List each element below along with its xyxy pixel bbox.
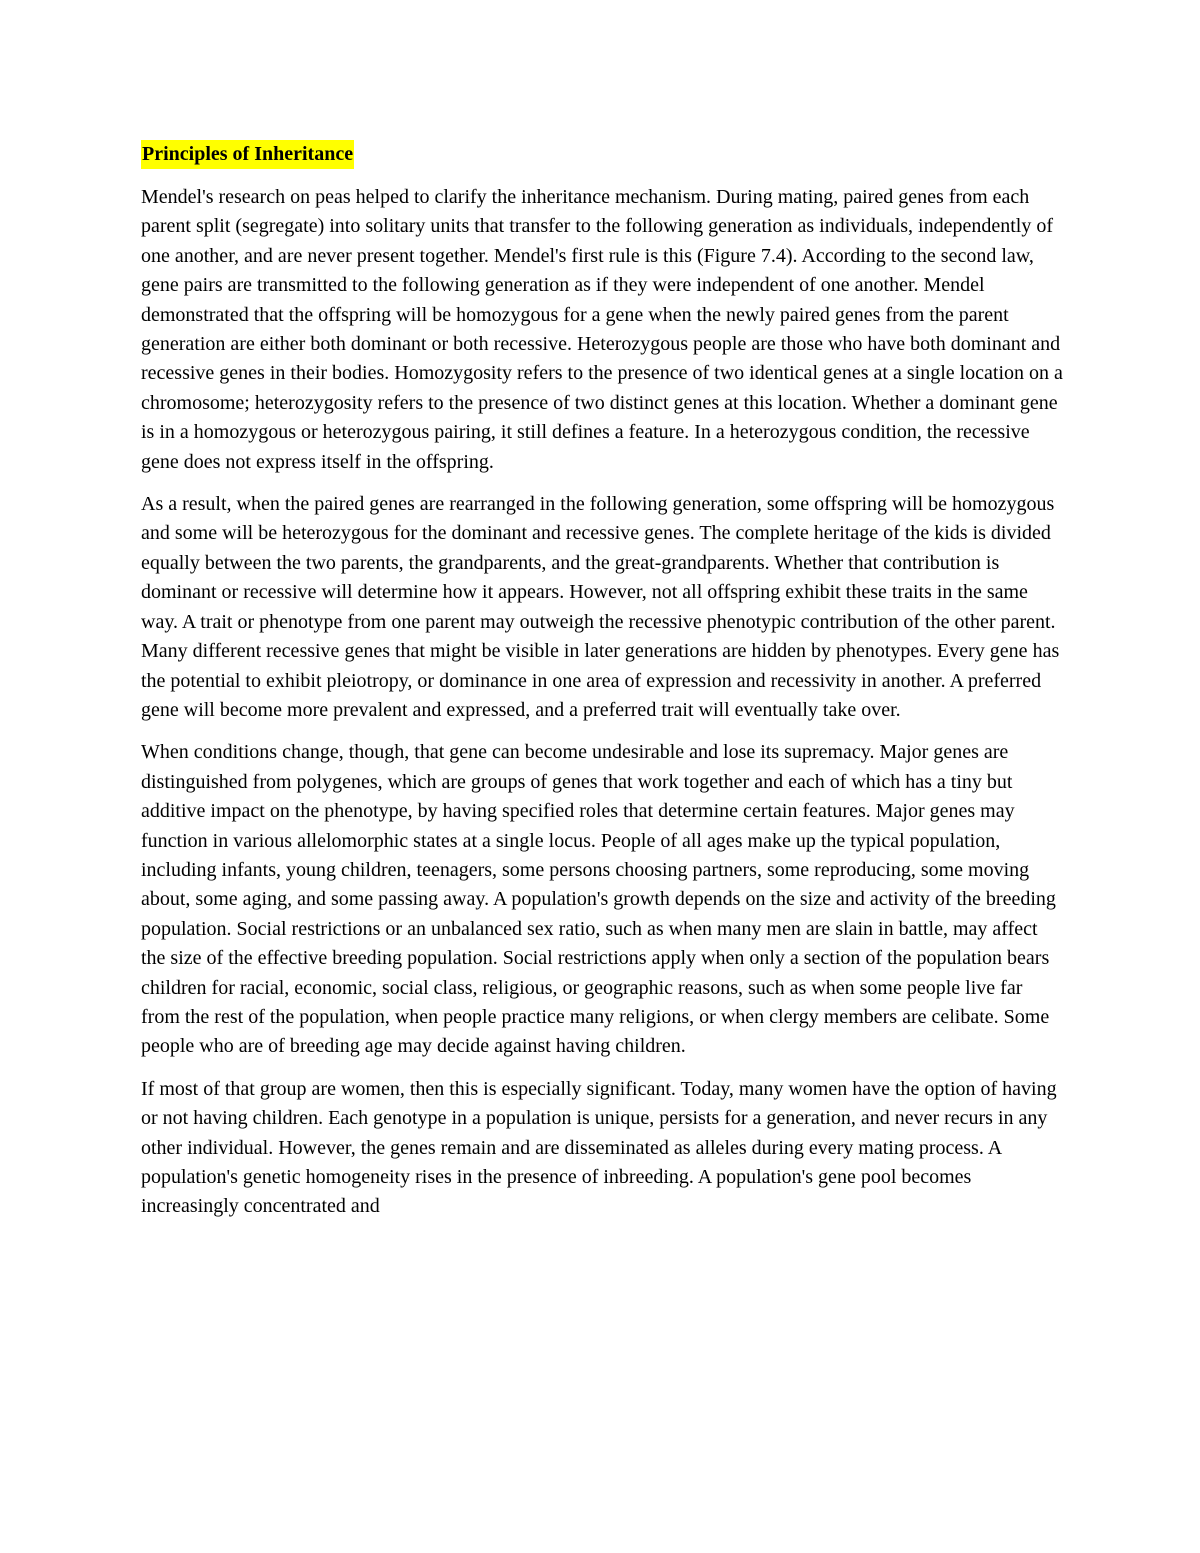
paragraph-1: Mendel's research on peas helped to clarify the inheritance mechanism. During mating, paired genes from each parent split (segregate) into solitary units that transfer to the following generation as individuals, independently of one another, and are never present together. Mendel's first rule is this (Figure 7.4). According to the second law, gene pairs are transmitted to the following generation as if they were independent of one another. Mendel demonstrated that the offspring will be homozygous for a gene when the newly paired genes from the parent generation are either both dominant or both recessive. Heterozygous people are those who have both dominant and recessive genes in their bodies. Homozygosity refers to the presence of two identical genes at a single location on a chromosome; heterozygosity refers to the presence of two distinct genes at this location. Whether a dominant gene is in a homozygous or heterozygous pairing, it still defines a feature. In a heterozygous condition, the recessive gene does not express itself in the offspring. xyxy=(141,186,1063,473)
document-title: Principles of Inheritance xyxy=(141,140,354,169)
document-page xyxy=(141,140,1066,1235)
paragraph-2: As a result, when the paired genes are rearranged in the following generation, some offspring will be homozygous and some will be heterozygous for the dominant and recessive genes. The complete heritage of the kids is divided equally between the two parents, the grandparents, and the great-grandparents. Whether that contribution is dominant or recessive will determine how it appears. However, not all offspring exhibit these traits in the same way. A trait or phenotype from one parent may outweigh the recessive phenotypic contribution of the other parent. Many different recessive genes that might be visible in later generations are hidden by phenotypes. Every gene has the potential to exhibit pleiotropy, or dominance in one area of expression and recessivity in another. A preferred gene will become more prevalent and expressed, and a preferred trait will eventually take over. xyxy=(141,493,1060,721)
paragraph-4: If most of that group are women, then this is especially significant. Today, many women have the option of having or not having children. Each genotype in a population is unique, persists for a generation, and never recurs in any other individual. However, the genes remain and are disseminated as alleles during every mating process. A population's genetic homogeneity rises in the presence of inbreeding. A population's gene pool becomes increasingly concentrated and xyxy=(141,1077,1057,1218)
paragraph-3: When conditions change, though, that gene can become undesirable and lose its supremacy. Major genes are distinguished from polygenes, which are groups of genes that work together and each of which has a tiny but additive impact on the phenotype, by having specified roles that determine certain features. Major genes may function in various allelomorphic states at a single locus. People of all ages make up the typical population, including infants, young children, teenagers, some persons choosing partners, some reproducing, some moving about, some aging, and some passing away. A population's growth depends on the size and activity of the breeding population. Social restrictions or an unbalanced sex ratio, such as when many men are slain in battle, may affect the size of the effective breeding population. Social restrictions apply when only a section of the population bears children for racial, economic, social class, religious, or geographic reasons, such as when some people live far from the rest of the population, when people practice many religions, or when clergy members are celibate. Some people who are of breeding age may decide against having children. xyxy=(141,741,1056,1058)
